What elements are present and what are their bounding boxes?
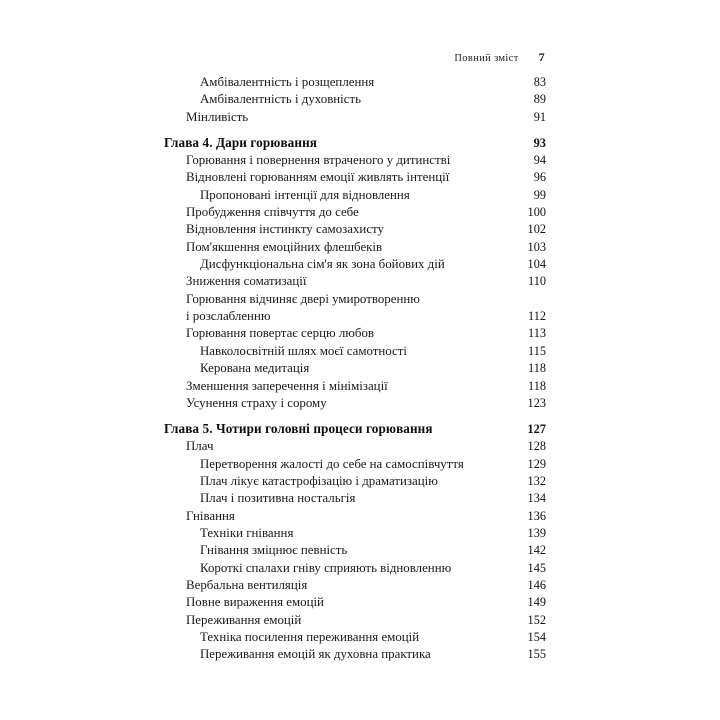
toc-entry-row[interactable] — [164, 308, 546, 325]
toc-page-number: 99 — [533, 187, 546, 202]
toc-entry-row[interactable] — [164, 256, 546, 273]
toc-page-number: 103 — [527, 239, 546, 254]
toc-page-number: 102 — [527, 222, 546, 237]
toc-entry-row[interactable] — [164, 612, 546, 629]
toc-chapter-title: Глава 5. Чотири головні процеси горювання — [164, 421, 433, 437]
toc-entry-title: Плач лікує катастрофізацію і драматизацію — [200, 473, 438, 488]
toc-entry-row[interactable] — [164, 152, 546, 169]
toc-page-number: 127 — [527, 422, 546, 437]
toc-entry-title: і розслабленню — [186, 309, 271, 324]
toc-page-number: 128 — [527, 439, 546, 454]
toc-entry-title: Вербальна вентиляція — [186, 577, 308, 592]
toc-entry-row[interactable] — [164, 473, 546, 490]
toc-entry-title: Повне вираження емоцій — [186, 595, 324, 610]
toc-page-number: 132 — [527, 473, 546, 488]
toc-entry-title: Відновлення інстинкту самозахисту — [186, 222, 384, 237]
toc-chapter-title: Глава 4. Дари горювання — [164, 135, 318, 151]
page-folio-number: 7 — [538, 50, 545, 64]
toc-page-number: 154 — [527, 629, 546, 644]
toc-page-number: 123 — [527, 395, 546, 410]
toc-page-number: 149 — [527, 595, 546, 610]
toc-entry-title: Техніка посилення переживання емоцій — [200, 629, 420, 644]
toc-page-number: 129 — [527, 456, 546, 471]
toc-entry-title: Плач — [186, 439, 214, 454]
toc-entry-row[interactable] — [164, 91, 546, 108]
toc-entry-row[interactable] — [164, 646, 546, 663]
toc-page-number: 118 — [528, 361, 546, 376]
toc-page-number: 118 — [528, 378, 546, 393]
toc-entry-title: Горювання відчиняє двері умиротворенню — [186, 291, 420, 306]
toc-entry-title: Усунення страху і сорому — [186, 395, 327, 410]
toc-page-number: 146 — [527, 577, 546, 592]
toc-spacer — [164, 412, 546, 420]
running-head — [164, 50, 545, 65]
toc-entry-title: Дисфункціональна сім'я як зона бойових дій — [200, 257, 445, 272]
toc-page-number: 100 — [527, 205, 546, 220]
toc-entry-title: Амбівалентність і духовність — [200, 92, 361, 107]
toc-entry-title: Гнівання — [186, 508, 235, 523]
toc-entry-title: Амбівалентність і розщеплення — [200, 75, 375, 89]
toc-page-number: 155 — [527, 647, 546, 662]
toc-entry-title: Техніки гнівання — [200, 525, 294, 540]
toc-entry-row[interactable] — [164, 456, 546, 473]
toc-entry-row[interactable] — [164, 360, 546, 377]
toc-page-number: 93 — [533, 136, 546, 151]
toc-entry-row[interactable] — [164, 560, 546, 577]
toc-entry-row[interactable] — [164, 291, 546, 308]
toc-entry-row[interactable] — [164, 629, 546, 646]
toc-entry-title: Зменшення заперечення і мінімізації — [186, 378, 388, 393]
table-of-contents — [164, 74, 546, 664]
toc-page-number: 115 — [528, 343, 546, 358]
toc-page-number: 142 — [527, 543, 546, 558]
running-head-title: Повний зміст — [454, 53, 519, 64]
toc-page-number: 139 — [527, 525, 546, 540]
toc-entry-title: Мінливість — [186, 109, 249, 124]
toc-page-number: 145 — [527, 560, 546, 575]
toc-page-number: 96 — [533, 170, 546, 185]
toc-entry-title: Пом'якшення емоційних флешбеків — [186, 239, 383, 254]
toc-entry-row[interactable] — [164, 325, 546, 342]
toc-page-number: 136 — [527, 508, 546, 523]
toc-entry-row[interactable] — [164, 343, 546, 360]
toc-entry-title: Керована медитація — [200, 361, 310, 376]
toc-entry-title: Горювання повертає серцю любов — [186, 326, 374, 341]
toc-entry-title: Гнівання зміцнює певність — [200, 543, 348, 558]
toc-entry-row[interactable] — [164, 508, 546, 525]
toc-entry-title: Відновлені горюванням емоції живлять інтенції — [186, 170, 450, 185]
toc-entry-row[interactable] — [164, 525, 546, 542]
toc-entry-row[interactable] — [164, 187, 546, 204]
toc-entry-row[interactable] — [164, 490, 546, 507]
toc-entry-row[interactable] — [164, 204, 546, 221]
toc-entry-row[interactable] — [164, 594, 546, 611]
toc-entry-row[interactable] — [164, 378, 546, 395]
toc-entry-title: Навколосвітній шлях моєї самотності — [200, 343, 407, 358]
toc-entry-row[interactable] — [164, 273, 546, 290]
toc-page-number: 91 — [533, 109, 546, 124]
toc-entry-title: Пробудження співчуття до себе — [186, 205, 359, 220]
toc-entry-row[interactable] — [164, 542, 546, 559]
toc-entry-title: Горювання і повернення втраченого у дитинстві — [186, 153, 451, 168]
toc-entry-title: Переживання емоцій — [186, 612, 302, 627]
toc-page-number: 152 — [527, 612, 546, 627]
toc-chapter-row[interactable] — [164, 420, 546, 438]
toc-chapter-row[interactable] — [164, 134, 546, 152]
toc-entry-row[interactable] — [164, 109, 546, 126]
toc-entry-row[interactable] — [164, 577, 546, 594]
toc-page-number: 104 — [527, 257, 546, 272]
toc-spacer — [164, 126, 546, 134]
toc-entry-row[interactable] — [164, 395, 546, 412]
toc-page-number: 110 — [528, 274, 546, 289]
toc-page-number: 113 — [528, 326, 546, 341]
toc-page-number: 94 — [533, 153, 546, 168]
toc-page-number: 134 — [527, 491, 546, 506]
toc-entry-row[interactable] — [164, 221, 546, 238]
toc-entry-row[interactable] — [164, 74, 546, 91]
toc-page-number: 112 — [528, 309, 546, 324]
toc-entry-title: Перетворення жалості до себе на самоспівчуття — [200, 456, 464, 471]
toc-entry-title: Зниження соматизації — [186, 274, 307, 289]
toc-page-number: 89 — [533, 92, 546, 107]
toc-entry-title: Пропоновані інтенції для відновлення — [200, 187, 410, 202]
toc-entry-title: Переживання емоцій як духовна практика — [200, 647, 431, 662]
toc-entry-title: Короткі спалахи гніву сприяють відновленню — [200, 560, 452, 575]
toc-entry-title: Плач і позитивна ностальгія — [200, 491, 356, 506]
toc-entry-row[interactable] — [164, 169, 546, 186]
toc-entry-row[interactable] — [164, 438, 546, 455]
toc-entry-row[interactable] — [164, 239, 546, 256]
toc-page-number: 83 — [533, 75, 546, 89]
